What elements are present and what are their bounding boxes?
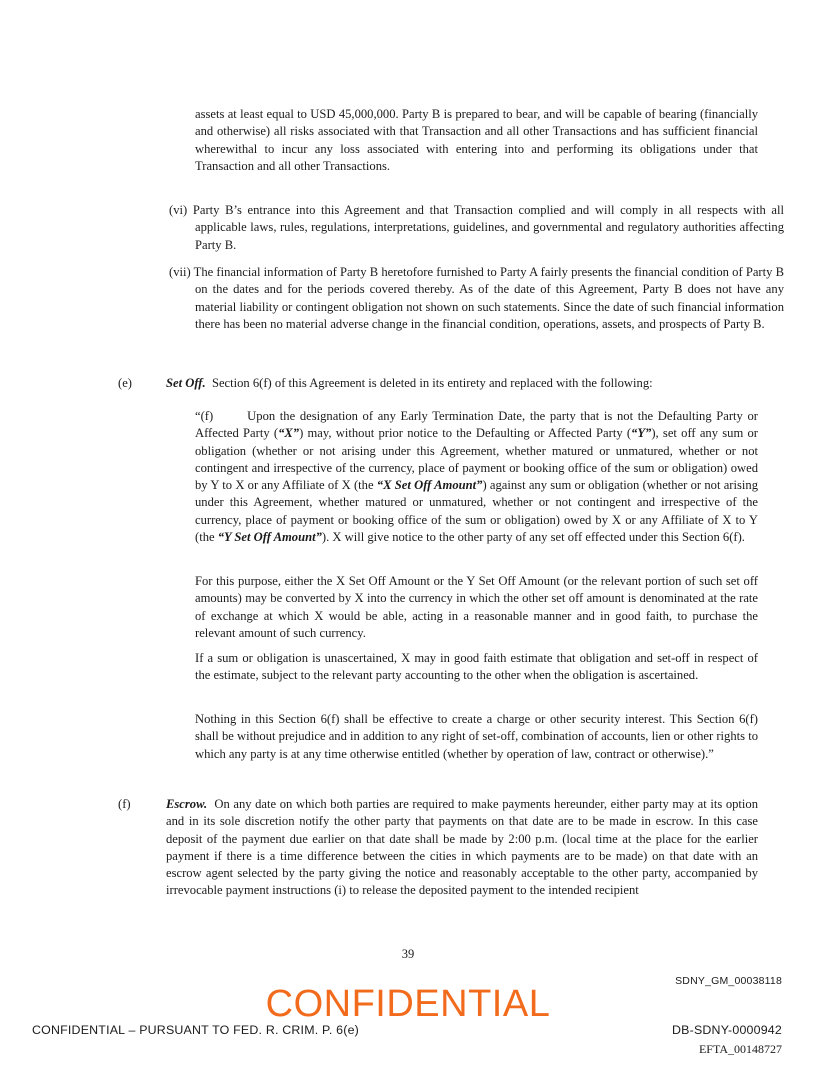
term-y: “Y” bbox=[631, 426, 652, 441]
section-f-text: On any date on which both parties are required to make payments hereunder, either party may at its option and in its sole discretion notify the other party that payments on that date are to be made in escrow. In this case deposit of the payment due earlier on that date shall be made by 2:00 p.m. (local time at the place for the earlier payment if there is a time difference between the cities in which payments are to be made) on that date with an escrow agent selected by the party giving the notice and reasonably acceptable to the other party, accompanied by irrevocable payment instructions (i) to release the deposited payment to the intended recipient bbox=[166, 797, 759, 898]
section-e-paragraph-4: Nothing in this Section 6(f) shall be effective to create a charge or other security interest. This Section 6(f) shall be without prejudice and in addition to any right of set-off, combination of accounts, lien or other rights to which any party is at any time otherwise entitled (whether by operation of law, contract or otherwise).” bbox=[195, 712, 758, 761]
item-vii-text: The financial information of Party B heretofore furnished to Party A fairly presents the financial condition of Party B on the dates and for the periods covered thereby. As of the date of this Agreement, Party B does not have any material liability or contingent obligation not shown on such statements. Since the date of such financial information there has been no material adverse change in the financial condition, operations, assets, and prospects of Party B. bbox=[193, 265, 785, 331]
term-y-set-off-amount: “Y Set Off Amount” bbox=[217, 530, 322, 545]
confidential-stamp: CONFIDENTIAL bbox=[265, 983, 551, 1025]
p1-text-c: ), set off any sum or obligation (whether or not arising under this Agreement, whether matured or unmatured, whether or not contingent and irrespective of the currency, place of payment or booking office of the sum or obligation) owed by Y to X or any Affiliate of X (the bbox=[195, 426, 758, 493]
item-vi-text: Party B’s entrance into this Agreement and that Transaction complied and will comply in all respects with all applicable laws, rules, regulations, interpretations, guidelines, and governmental and regulatory authorities affecting Party B. bbox=[192, 203, 784, 252]
section-e-paragraph-1 bbox=[195, 408, 758, 546]
p1-text-d: ) against any sum or obligation (whether or not arising under this Agreement, whether matured or unmatured, whether or not contingent and irrespective of the currency, place of payment or booking office of the sum or obligation) owed by X or any Affiliate of X to Y (the bbox=[195, 478, 758, 545]
item-vii bbox=[169, 264, 784, 333]
item-vii-marker: (vii) bbox=[169, 265, 191, 279]
item-vi bbox=[169, 202, 784, 254]
term-x: “X” bbox=[278, 426, 300, 441]
subsection-f-open: “(f) bbox=[195, 409, 214, 423]
p1-text-e: ). X will give notice to the other party of any set off effected under this Section 6(f). bbox=[321, 530, 745, 545]
term-x-set-off-amount: “X Set Off Amount” bbox=[376, 478, 483, 493]
page-number: 39 bbox=[401, 947, 415, 961]
bates-number-db: DB-SDNY-0000942 bbox=[672, 1023, 782, 1037]
item-vi-marker: (vi) bbox=[169, 203, 188, 217]
efta-number: EFTA_00148727 bbox=[698, 1042, 782, 1056]
section-e-heading: Set Off. bbox=[166, 376, 206, 390]
section-f-paragraph bbox=[166, 796, 758, 900]
section-f-label: (f) bbox=[118, 797, 131, 811]
section-e-paragraph-2: For this purpose, either the X Set Off Amount or the Y Set Off Amount (or the relevant portion of such set off amounts) may be converted by X into the currency in which the other set off amount is denominated at the rate of exchange at which X would be able, acting in a reasonable manner and in good faith, to purchase the relevant amount of such currency. bbox=[195, 574, 758, 640]
p1-text-b: ) may, without prior notice to the Defaulting or Affected Party ( bbox=[299, 426, 632, 441]
section-e-label: (e) bbox=[118, 376, 132, 390]
confidential-notice: CONFIDENTIAL – PURSUANT TO FED. R. CRIM. P. 6(e) bbox=[32, 1023, 359, 1037]
bates-number-gm: SDNY_GM_00038118 bbox=[675, 975, 782, 987]
p1-text-a: Upon the designation of any Early Termination Date, the party that is not the Defaulting Party or Affected Party ( bbox=[195, 409, 758, 441]
continuation-paragraph: assets at least equal to USD 45,000,000. Party B is prepared to bear, and will be capable of bearing (financially and otherwise) all risks associated with that Transaction and all other Transactions and has sufficient financial wherewithal to incur any loss associated with entering into and performing its obligations under that Transaction and all other Transactions. bbox=[195, 107, 758, 173]
section-e-paragraph-3: If a sum or obligation is unascertained, X may in good faith estimate that obligation and set-off in respect of the estimate, subject to the relevant party accounting to the other when the obligation is ascertained. bbox=[195, 651, 758, 683]
section-f-heading: Escrow. bbox=[166, 797, 208, 811]
section-e-intro-text: Section 6(f) of this Agreement is deleted in its entirety and replaced with the following: bbox=[211, 376, 653, 390]
section-e-intro bbox=[166, 375, 766, 392]
